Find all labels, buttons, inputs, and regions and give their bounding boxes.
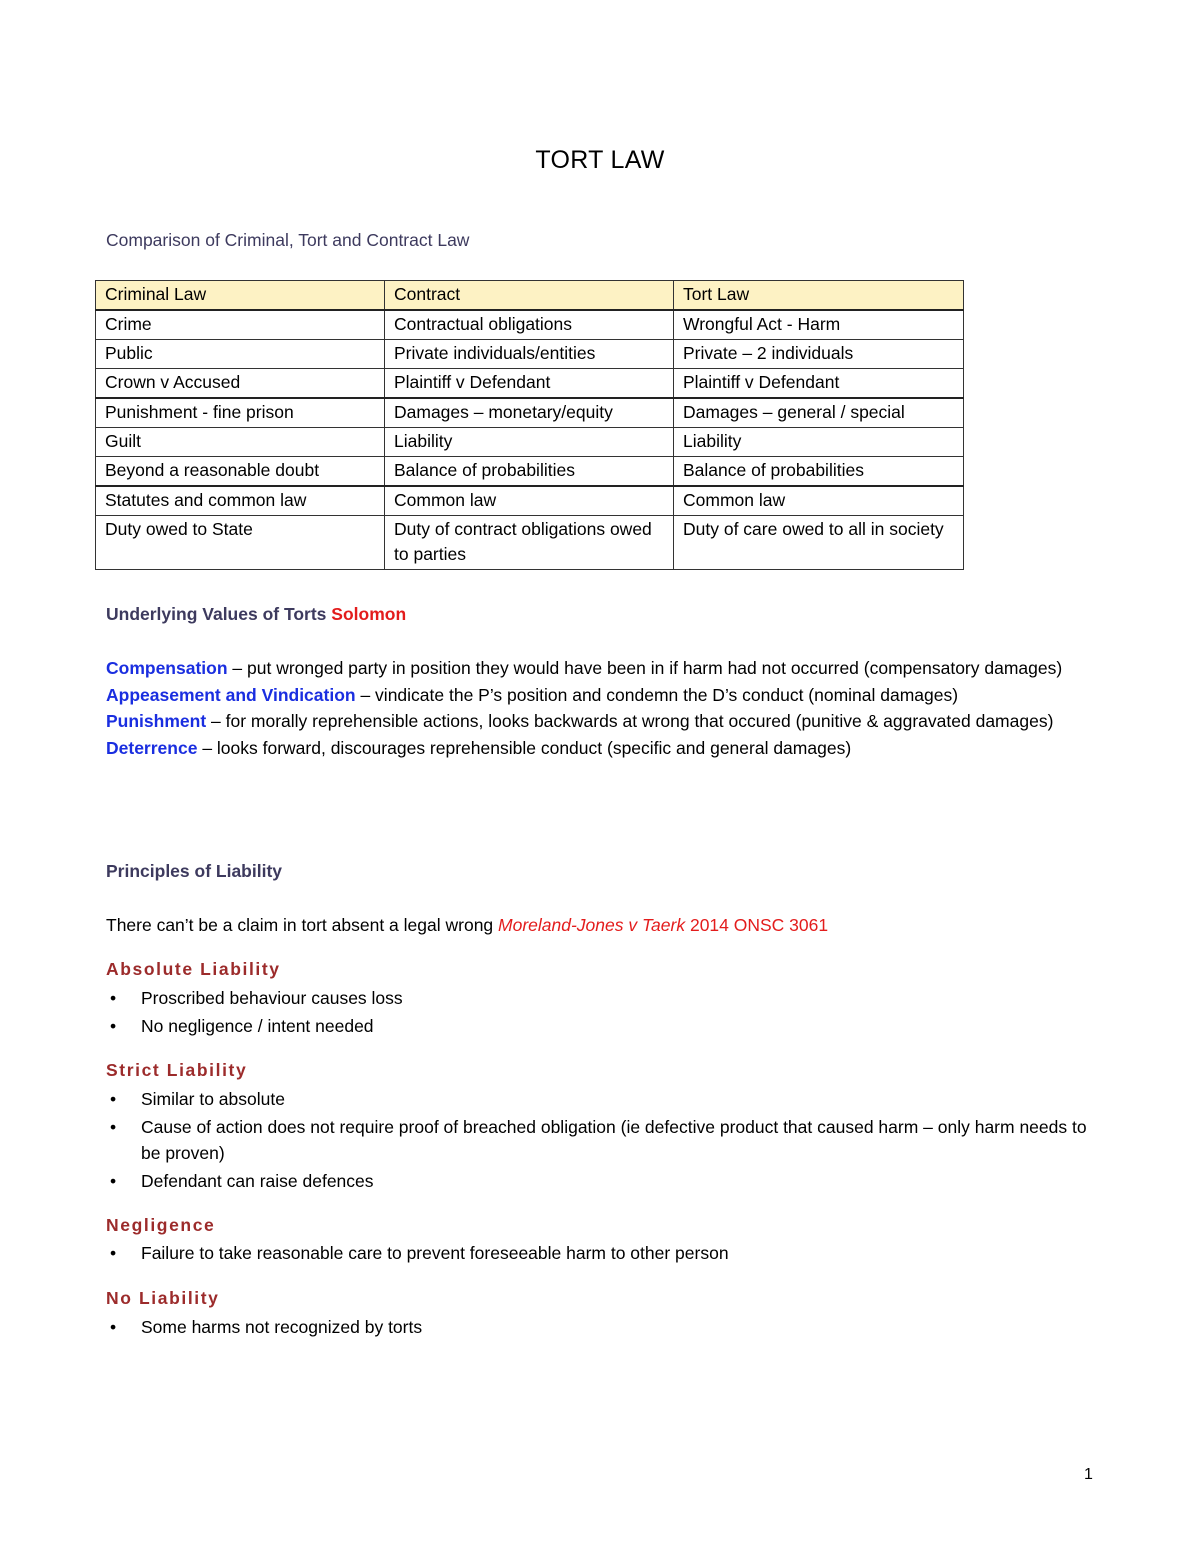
list-item-text: Some harms not recognized by torts (141, 1317, 423, 1337)
value-text: – for morally reprehensible actions, looks backwards at wrong that occured (punitive & aggravated damages) (206, 711, 1054, 731)
table-cell: Liability (385, 428, 674, 457)
list-item (106, 985, 1096, 1012)
absolute-liability-heading: Absolute Liability (106, 959, 281, 979)
liability-heading: Principles of Liability (106, 861, 283, 881)
values-heading-author: Solomon (331, 604, 407, 624)
table-row (96, 457, 964, 487)
list-item (106, 1240, 1096, 1267)
table-cell: Wrongful Act - Harm (674, 310, 964, 340)
value-text: – looks forward, discourages reprehensible conduct (specific and general damages) (197, 737, 852, 758)
value-text: – vindicate the P’s position and condemn the D’s conduct (nominal damages) (355, 684, 959, 705)
list-item (106, 1168, 1096, 1195)
table-cell: Beyond a reasonable doubt (96, 457, 385, 487)
value-item (106, 655, 1106, 682)
table-row (96, 486, 964, 516)
table-row (96, 516, 964, 570)
negligence-heading: Negligence (106, 1215, 216, 1235)
no-liability-heading: No Liability (106, 1288, 220, 1308)
table-cell: Statutes and common law (96, 486, 385, 516)
negligence-list (106, 1240, 1096, 1268)
list-item-text: Similar to absolute (141, 1089, 285, 1109)
bullet-icon: • (110, 1089, 117, 1109)
bullet-icon: • (110, 1015, 117, 1036)
table-row (96, 398, 964, 428)
table-header-cell: Criminal Law (96, 281, 385, 311)
page-title: TORT LAW (535, 146, 665, 174)
list-item (106, 1114, 1096, 1167)
table-cell: Punishment - fine prison (96, 398, 385, 428)
table-row (96, 428, 964, 457)
strict-liability-heading: Strict Liability (106, 1060, 248, 1080)
table-cell: Duty of care owed to all in society (674, 516, 964, 570)
bullet-icon: • (110, 1243, 117, 1263)
value-term: Deterrence (106, 737, 198, 758)
table-cell: Private individuals/entities (385, 340, 674, 369)
value-item (106, 735, 1106, 762)
list-item (106, 1314, 1096, 1341)
table-cell: Contractual obligations (385, 310, 674, 340)
liability-intro-text: There can’t be a claim in tort absent a legal wrong (106, 915, 499, 935)
value-term: Compensation (106, 658, 228, 678)
table-cell: Balance of probabilities (674, 457, 964, 487)
no-liability-list (106, 1314, 1096, 1342)
table-header-cell: Contract (385, 281, 674, 311)
bullet-icon: • (110, 988, 117, 1008)
value-text: – put wronged party in position they would have been in if harm had not occurred (compensatory damages) (227, 658, 1063, 678)
bullet-icon: • (110, 1116, 117, 1137)
value-item (106, 708, 1106, 735)
list-item-text: Defendant can raise defences (141, 1170, 374, 1191)
values-heading-text: Underlying Values of Torts (106, 604, 327, 624)
table-cell: Crown v Accused (96, 369, 385, 399)
list-item-text: No negligence / intent needed (141, 1015, 374, 1036)
bullet-icon: • (110, 1317, 117, 1337)
table-cell: Duty owed to State (96, 516, 385, 570)
case-name: Moreland-Jones v Taerk (498, 915, 686, 935)
comparison-table (95, 280, 964, 570)
table-row (96, 369, 964, 399)
table-cell: Plaintiff v Defendant (385, 369, 674, 399)
list-item (106, 1013, 1096, 1040)
table-cell: Balance of probabilities (385, 457, 674, 487)
list-item (106, 1086, 1096, 1113)
table-header-cell: Tort Law (674, 281, 964, 311)
value-term: Punishment (106, 711, 207, 731)
table-cell: Public (96, 340, 385, 369)
list-item-text: Failure to take reasonable care to prevent foreseeable harm to other person (141, 1243, 729, 1263)
table-cell: Guilt (96, 428, 385, 457)
strict-liability-list (106, 1086, 1096, 1195)
table-row (96, 340, 964, 369)
table-cell: Private – 2 individuals (674, 340, 964, 369)
list-item-text: Proscribed behaviour causes loss (141, 988, 403, 1008)
table-row (96, 310, 964, 340)
table-cell: Plaintiff v Defendant (674, 369, 964, 399)
table-cell: Common law (385, 486, 674, 516)
table-cell: Damages – monetary/equity (385, 398, 674, 428)
table-cell: Common law (674, 486, 964, 516)
absolute-liability-list (106, 985, 1096, 1040)
case-citation: 2014 ONSC 3061 (685, 915, 829, 935)
table-header-row (96, 281, 964, 311)
values-paragraph (106, 655, 1106, 761)
table-cell: Crime (96, 310, 385, 340)
comparison-heading: Comparison of Criminal, Tort and Contract Law (106, 230, 470, 250)
table-cell: Duty of contract obligations owed to parties (385, 516, 674, 570)
value-term: Appeasement and Vindication (106, 684, 356, 705)
table-cell: Damages – general / special (674, 398, 964, 428)
table-cell: Liability (674, 428, 964, 457)
list-item-text: Cause of action does not require proof of breached obligation (ie defective product that caused harm – only harm needs to be proven) (141, 1116, 1087, 1163)
value-item (106, 682, 1106, 709)
page-number: 1 (1084, 1466, 1093, 1483)
bullet-icon: • (110, 1170, 117, 1191)
liability-intro (106, 912, 1106, 939)
values-heading (106, 604, 406, 625)
